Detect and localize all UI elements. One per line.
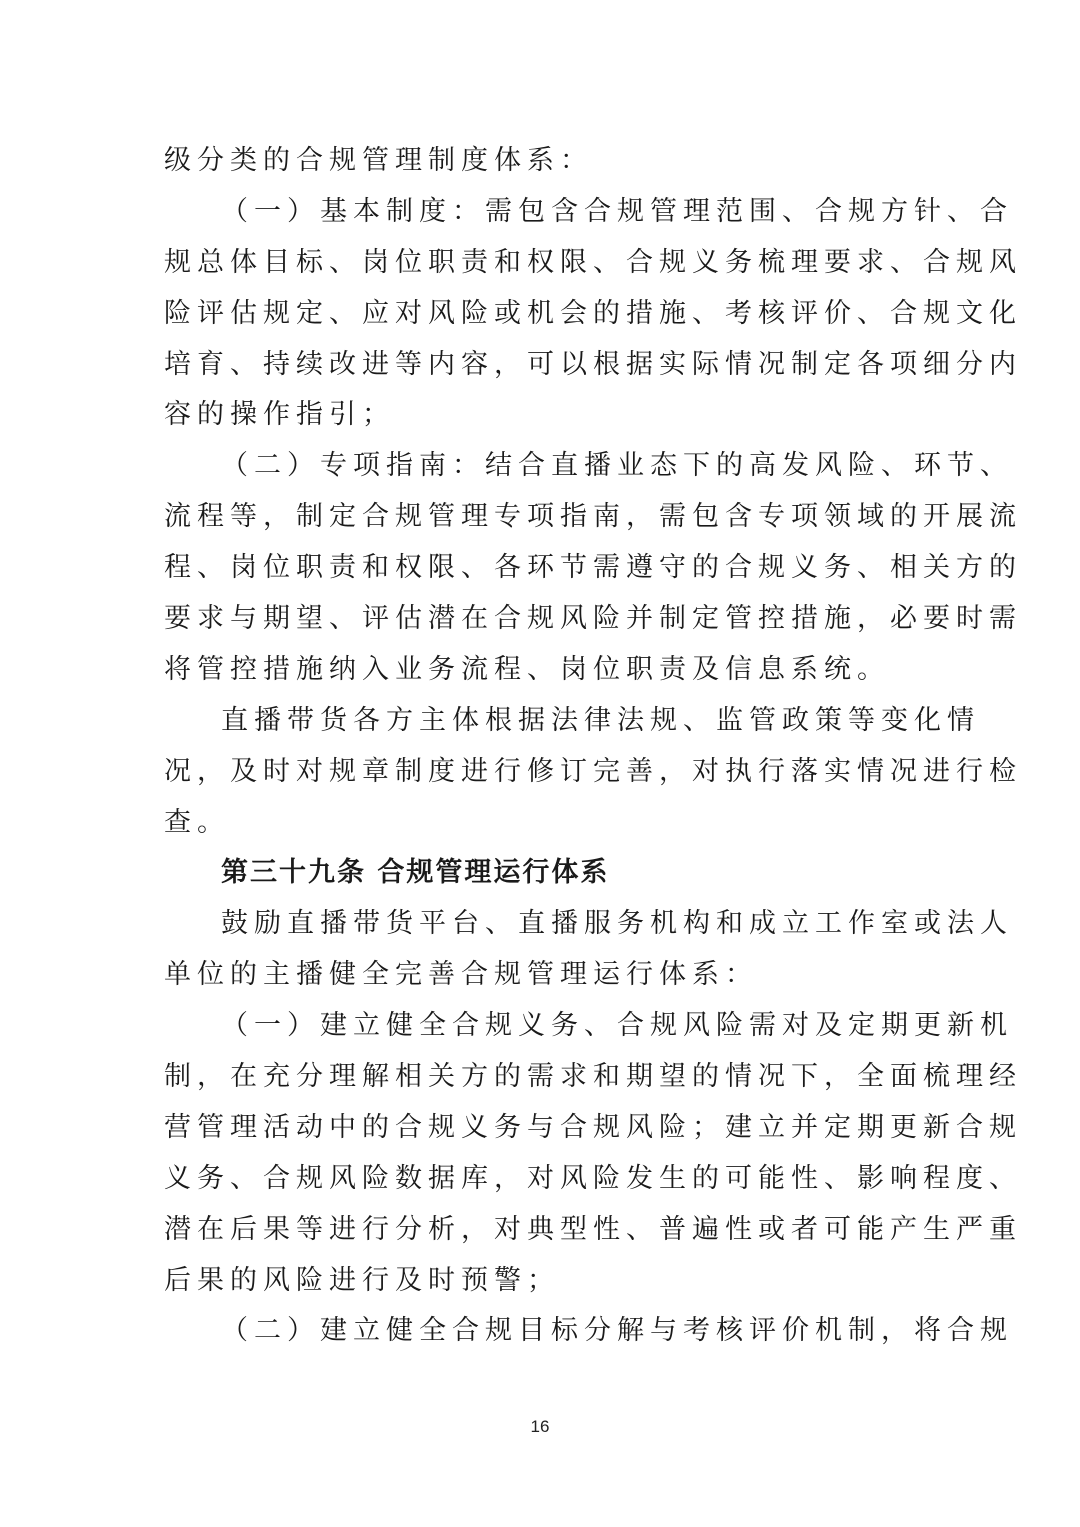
text-line: 营管理活动中的合规义务与合规风险；建立并定期更新合规	[164, 1111, 1022, 1143]
text-line: （二）专项指南：结合直播业态下的高发风险、环节、	[221, 450, 1013, 482]
text-line: 后果的风险进行及时预警；	[164, 1264, 560, 1296]
text-line: 单位的主播健全完善合规管理运行体系：	[164, 959, 758, 991]
text-line: 险评估规定、应对风险或机会的措施、考核评价、合规文化	[164, 297, 1022, 329]
text-line: 直播带货各方主体根据法律法规、监管政策等变化情	[221, 704, 980, 736]
text-line: 况，及时对规章制度进行修订完善，对执行落实情况进行检	[164, 755, 1022, 787]
section-heading: 第三十九条 合规管理运行体系	[221, 857, 610, 889]
text-line: 鼓励直播带货平台、直播服务机构和成立工作室或法人	[221, 908, 1013, 940]
text-line: 流程等，制定合规管理专项指南，需包含专项领域的开展流	[164, 501, 1022, 533]
text-line: 将管控措施纳入业务流程、岗位职责及信息系统。	[164, 653, 890, 685]
document-body	[164, 136, 1022, 1357]
text-line: 规总体目标、岗位职责和权限、合规义务梳理要求、合规风	[164, 246, 1022, 278]
text-line: 级分类的合规管理制度体系：	[164, 145, 593, 176]
text-line: 培育、持续改进等内容，可以根据实际情况制定各项细分内	[164, 348, 1022, 380]
text-line: 容的操作指引；	[164, 399, 395, 431]
text-line: （一）建立健全合规义务、合规风险需对及定期更新机	[221, 1010, 1013, 1042]
text-line: 程、岗位职责和权限、各环节需遵守的合规义务、相关方的	[164, 552, 1022, 584]
text-line: （二）建立健全合规目标分解与考核评价机制，将合规	[221, 1315, 1013, 1347]
text-line: 要求与期望、评估潜在合规风险并制定管控措施，必要时需	[164, 603, 1022, 635]
text-line: （一）基本制度：需包含合规管理范围、合规方针、合	[221, 195, 1013, 227]
text-line: 义务、合规风险数据库，对风险发生的可能性、影响程度、	[164, 1162, 1022, 1194]
text-line: 查。	[164, 806, 230, 838]
page-number: 16	[530, 1417, 550, 1436]
text-line: 潜在后果等进行分析，对典型性、普遍性或者可能产生严重	[164, 1213, 1022, 1245]
text-line: 制，在充分理解相关方的需求和期望的情况下，全面梳理经	[164, 1061, 1022, 1093]
